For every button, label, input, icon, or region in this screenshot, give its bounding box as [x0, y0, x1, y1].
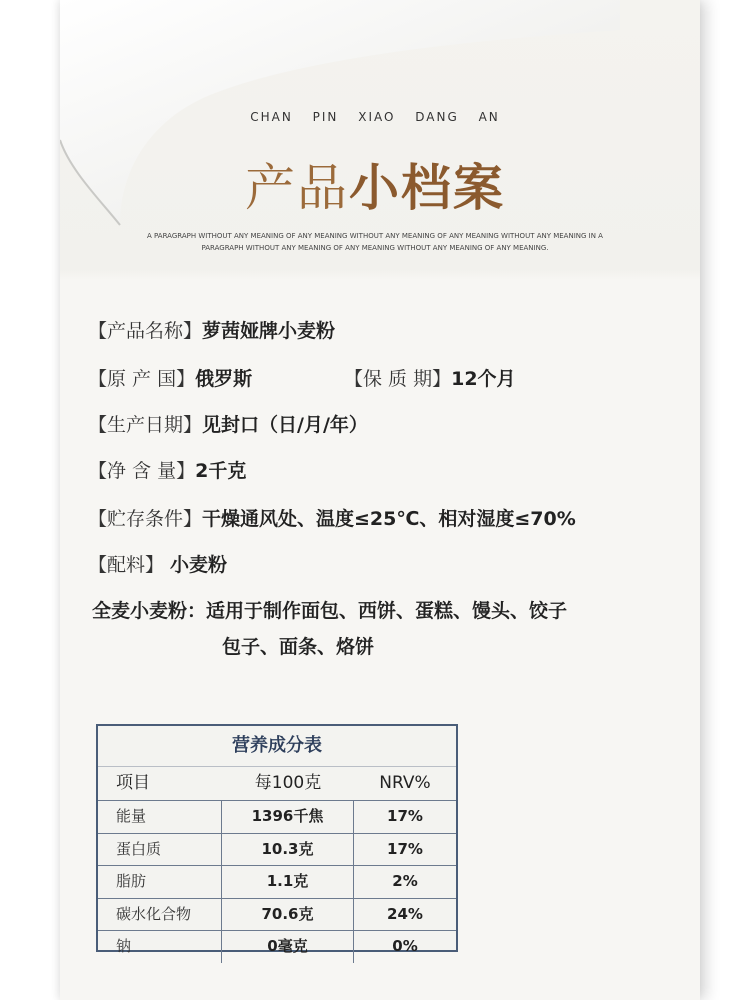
- row-per: 1.1克: [222, 866, 354, 898]
- nutrition-rows: [98, 800, 456, 963]
- row-nrv: 24%: [387, 904, 423, 923]
- storage-line: [88, 504, 576, 531]
- row-item: 钠: [98, 931, 222, 963]
- ingredients-value: 小麦粉: [170, 554, 228, 576]
- row-item: 蛋白质: [98, 834, 222, 866]
- row-nrv: 17%: [387, 839, 423, 858]
- title-part-2: 小档案: [349, 159, 505, 217]
- pinyin-heading: CHAN PIN XIAO DANG AN: [250, 110, 500, 124]
- row-per: 10.3克: [222, 834, 354, 866]
- row-item: 脂肪: [98, 866, 222, 898]
- title-part-1: 产品: [245, 159, 349, 217]
- production-date-label: 【生产日期】: [88, 414, 203, 436]
- col-per-header: 每100克: [254, 773, 322, 793]
- origin-value: 俄罗斯: [195, 368, 253, 390]
- nutrition-table: [96, 724, 458, 955]
- ingredients-line: [88, 550, 227, 577]
- nutrition-table-header: [98, 767, 456, 799]
- table-row: [98, 833, 456, 866]
- storage-value: 干燥通风处、温度≤25℃、相对湿度≤70%: [202, 508, 576, 530]
- table-row: [98, 898, 456, 931]
- net-content-value: 2千克: [195, 460, 247, 482]
- production-date-value: 见封口（日/月/年）: [202, 414, 368, 436]
- shelf-life-label: 【保 质 期】: [344, 368, 452, 390]
- row-per: 70.6克: [222, 899, 354, 931]
- nutrition-table-title: 营养成分表: [98, 726, 456, 767]
- subtitle-text: [140, 230, 610, 254]
- row-item: 碳水化合物: [98, 899, 222, 931]
- net-content-label: 【净 含 量】: [88, 460, 196, 482]
- product-name-label: 【产品名称】: [88, 320, 203, 342]
- col-nrv-header: NRV%: [379, 773, 431, 793]
- row-nrv: 17%: [387, 807, 423, 825]
- table-row: [98, 800, 456, 833]
- origin-line: [88, 364, 252, 391]
- wheat-usage-line-2: 包子、面条、烙饼: [222, 636, 375, 658]
- wheat-usage-line-1: 全麦小麦粉：适用于制作面包、西饼、蛋糕、馒头、饺子: [92, 600, 568, 622]
- row-nrv: 0%: [392, 937, 418, 955]
- subtitle-line-1: A PARAGRAPH WITHOUT ANY MEANING OF ANY MEANING WITHOUT ANY MEANING OF ANY MEANING WITHOUT ANY MEANING IN A: [147, 232, 603, 240]
- product-name-line: [88, 316, 335, 343]
- row-per: 0毫克: [222, 931, 354, 963]
- subtitle-line-2: PARAGRAPH WITHOUT ANY MEANING OF ANY MEANING WITHOUT ANY MEANING OF ANY MEANING.: [201, 244, 549, 252]
- table-row: [98, 930, 456, 963]
- origin-label: 【原 产 国】: [88, 368, 196, 390]
- ingredients-label: 【配料】: [88, 554, 165, 576]
- production-date-line: [88, 410, 368, 437]
- storage-label: 【贮存条件】: [88, 508, 203, 530]
- product-name-value: 萝茜娅牌小麦粉: [202, 320, 336, 342]
- page-title: [0, 148, 750, 220]
- net-content-line: [88, 456, 246, 483]
- row-item: 能量: [98, 801, 222, 833]
- shelf-life-line: [344, 364, 516, 391]
- row-nrv: 2%: [392, 872, 418, 890]
- col-item-header: 项目: [116, 773, 150, 793]
- table-row: [98, 865, 456, 898]
- row-per: 1396千焦: [222, 801, 354, 833]
- shelf-life-value: 12个月: [451, 368, 516, 390]
